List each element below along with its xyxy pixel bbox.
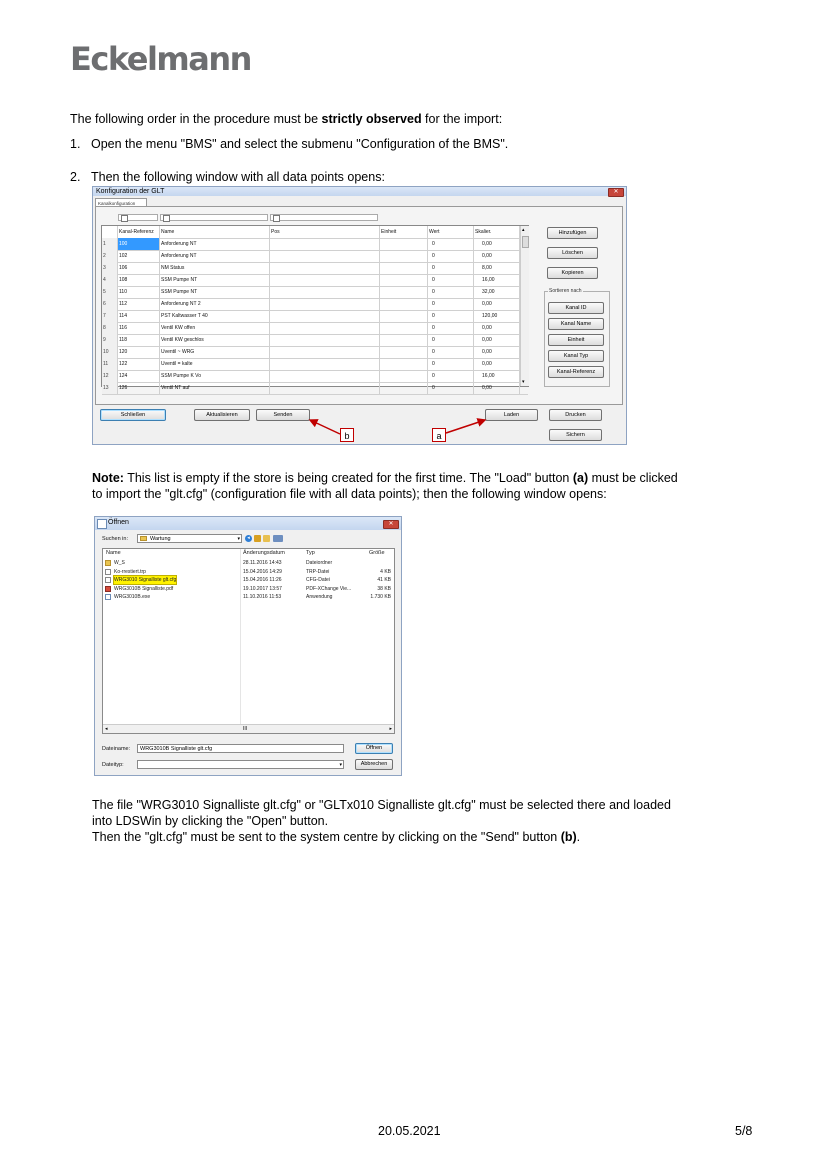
save-button[interactable]: Sichern xyxy=(549,429,602,441)
col-header-pos[interactable]: Pos xyxy=(270,226,380,238)
table-cell[interactable]: 0 xyxy=(428,286,474,298)
table-cell[interactable]: 122 xyxy=(118,358,160,370)
table-cell[interactable]: 0 xyxy=(428,310,474,322)
new-folder-icon[interactable] xyxy=(263,535,270,542)
sort-channel-type-button[interactable]: Kanal Typ xyxy=(548,350,604,362)
close-button[interactable]: Schließen xyxy=(100,409,166,421)
view-menu-icon[interactable] xyxy=(273,535,283,542)
arrow-b xyxy=(310,420,340,434)
open-file-dialog xyxy=(94,516,402,776)
file-type: CFG-Datei xyxy=(306,577,330,583)
folder-icon xyxy=(140,536,147,541)
filename-input[interactable]: WRG3010B Signalliste glt.cfg xyxy=(137,744,344,753)
table-cell[interactable]: 108 xyxy=(118,274,160,286)
step-1: 1. Open the menu "BMS" and select the submenu "Configuration of the BMS". xyxy=(70,137,509,151)
table-cell[interactable]: PST Kaltwasser T 40 xyxy=(160,310,270,322)
table-cell[interactable]: 120,00 xyxy=(474,310,520,322)
sort-channel-ref-button[interactable]: Kanal-Referenz xyxy=(548,366,604,378)
table-cell[interactable]: 0,00 xyxy=(474,358,520,370)
table-cell[interactable]: 9 xyxy=(102,334,118,346)
send-button[interactable]: Senden xyxy=(256,409,310,421)
file-size: 1.730 KB xyxy=(370,594,391,600)
file-size: 4 KB xyxy=(380,568,391,575)
callout-a: a xyxy=(432,428,446,442)
footer-date: 20.05.2021 xyxy=(378,1124,441,1138)
table-cell[interactable]: 8 xyxy=(102,322,118,334)
sort-channel-name-button[interactable]: Kanal Name xyxy=(548,318,604,330)
scrollbar-grip[interactable]: III xyxy=(243,726,248,732)
tab-channel-config[interactable]: Kanalkonfiguration xyxy=(95,198,147,207)
table-cell[interactable]: 0 xyxy=(428,238,474,250)
table-cell[interactable]: 0,00 xyxy=(474,322,520,334)
page-number: 5/8 xyxy=(735,1124,753,1138)
scroll-left-icon[interactable]: ◂ xyxy=(105,726,108,732)
table-cell[interactable]: SSM Pumpe NT xyxy=(160,286,270,298)
arrow-a xyxy=(446,420,485,433)
table-cell[interactable]: 0 xyxy=(428,334,474,346)
table-cell[interactable]: 102 xyxy=(118,250,160,262)
col-header-name[interactable]: Name xyxy=(160,226,270,238)
file-row[interactable] xyxy=(103,568,394,576)
table-cell[interactable]: 8,00 xyxy=(474,262,520,274)
chevron-down-icon: ▾ xyxy=(237,536,240,542)
table-cell[interactable]: 5 xyxy=(102,286,118,298)
table-cell[interactable]: 2 xyxy=(102,250,118,262)
table-cell[interactable]: SSM Pumpe NT xyxy=(160,274,270,286)
look-in-select[interactable]: Wartung ▾ xyxy=(137,534,242,543)
table-cell[interactable]: 100 xyxy=(118,238,160,250)
scroll-right-icon[interactable]: ▸ xyxy=(389,726,392,732)
up-folder-icon[interactable] xyxy=(254,535,261,542)
close-icon[interactable]: ✕ xyxy=(383,520,399,529)
table-cell[interactable]: 11 xyxy=(102,358,118,370)
back-icon[interactable]: ◂ xyxy=(245,535,252,542)
file-type: Anwendung xyxy=(306,594,333,600)
file-date: 15.04.2016 11:26 xyxy=(243,577,282,583)
filename-label: Dateiname: xyxy=(102,746,131,752)
table-cell[interactable]: 4 xyxy=(102,274,118,286)
table-cell[interactable]: Ventil KW offen xyxy=(160,322,270,334)
file-row[interactable] xyxy=(103,585,394,593)
table-cell[interactable]: 0,00 xyxy=(474,334,520,346)
file-size: 41 KB xyxy=(377,577,391,583)
table-cell[interactable]: 118 xyxy=(118,334,160,346)
file-name: W_S xyxy=(114,560,125,566)
table-cell[interactable]: Ventil KW geschlos xyxy=(160,334,270,346)
folder-icon xyxy=(105,560,111,566)
table-cell[interactable]: 1 xyxy=(102,238,118,250)
col-header-unit[interactable]: Einheit xyxy=(380,226,428,238)
table-cell[interactable]: 0 xyxy=(428,250,474,262)
table-cell[interactable]: 124 xyxy=(118,370,160,382)
table-cell[interactable]: 13 xyxy=(102,382,118,394)
open-dialog-titlebar xyxy=(95,517,401,530)
table-cell[interactable]: 0,00 xyxy=(474,250,520,262)
sort-unit-button[interactable]: Einheit xyxy=(548,334,604,346)
table-cell[interactable]: 0,00 xyxy=(474,382,520,394)
pdf-icon xyxy=(105,586,111,592)
file-name: Ko-rrestiert.trp xyxy=(114,568,146,575)
table-cell[interactable]: Anforderung NT 2 xyxy=(160,298,270,310)
table-cell[interactable]: 126 xyxy=(118,382,160,394)
table-cell[interactable]: 16,00 xyxy=(474,274,520,286)
table-cell[interactable]: Uventil ~ WRG xyxy=(160,346,270,358)
filetype-select[interactable] xyxy=(137,760,344,769)
file-date: 28.11.2016 14:43 xyxy=(243,560,282,566)
file-name: WRG3010 Signalliste glt.cfg xyxy=(114,577,177,583)
file-type: PDF-XChange Vie... xyxy=(306,585,352,592)
table-cell[interactable]: 112 xyxy=(118,298,160,310)
table-cell[interactable]: 0,00 xyxy=(474,346,520,358)
col-header-ref[interactable]: Kanal-Referenz xyxy=(118,226,160,238)
outro-paragraph: The file "WRG3010 Signalliste glt.cfg" or "GLTx010 Signalliste glt.cfg" must be selected there and loaded into LDSWin by clicking the "Open" button. Then the "glt.cfg" must be sent to the system centre by clicking on the "Send" button (b). xyxy=(92,798,671,844)
table-cell[interactable]: SSM Pumpe K Vo xyxy=(160,370,270,382)
intro-paragraph: The following order in the procedure must be strictly observed for the import: xyxy=(70,112,503,126)
print-button[interactable]: Drucken xyxy=(549,409,602,421)
table-cell[interactable]: Anforderung NT xyxy=(160,250,270,262)
table-cell[interactable]: 0,00 xyxy=(474,298,520,310)
file-icon xyxy=(105,569,111,575)
file-name: WRG3010B.exe xyxy=(114,594,151,600)
table-cell[interactable]: 0 xyxy=(428,346,474,358)
header-type[interactable]: Typ xyxy=(306,550,315,556)
table-cell[interactable]: 16,00 xyxy=(474,370,520,382)
copy-button[interactable]: Kopieren xyxy=(547,267,598,279)
file-row[interactable] xyxy=(103,593,394,601)
sort-channel-id-button[interactable]: Kanal ID xyxy=(548,302,604,314)
config-file-icon xyxy=(105,577,111,583)
note-paragraph: Note: This list is empty if the store is being created for the first time. The "Load" button (a) must be clicked to import the "glt.cfg" (configuration file with all data points); then the following window opens: xyxy=(92,471,678,501)
table-cell[interactable]: 0 xyxy=(428,298,474,310)
table-cell[interactable]: 0 xyxy=(428,262,474,274)
file-name: WRG3010B Signalliste.pdf xyxy=(114,585,174,592)
table-cell[interactable]: 0 xyxy=(428,382,474,394)
table-cell[interactable]: 3 xyxy=(102,262,118,274)
file-type: Dateiordner xyxy=(306,560,333,566)
file-size: 38 KB xyxy=(377,585,391,592)
filetype-label: Dateityp: xyxy=(102,762,124,768)
table-cell[interactable]: Ventil NT auf xyxy=(160,382,270,394)
table-cell[interactable]: 0,00 xyxy=(474,238,520,250)
header-size[interactable]: Größe xyxy=(369,550,385,556)
col-header-value[interactable]: Wert xyxy=(428,226,474,238)
exe-icon xyxy=(105,594,111,600)
table-cell[interactable]: 106 xyxy=(118,262,160,274)
table-cell[interactable]: NM Status xyxy=(160,262,270,274)
step-2: 2. Then the following window with all data points opens: xyxy=(70,170,385,184)
file-row[interactable] xyxy=(103,559,394,567)
table-cell[interactable]: 10 xyxy=(102,346,118,358)
window-icon xyxy=(97,519,107,529)
brand-logo: Eckelmann xyxy=(70,40,251,78)
bms-window-title: Konfiguration der GLT xyxy=(96,188,165,195)
open-button[interactable]: Öffnen xyxy=(355,743,393,754)
col-header-scale[interactable]: Skalier. xyxy=(474,226,520,238)
table-cell[interactable]: 114 xyxy=(118,310,160,322)
file-date: 19.10.2017 13:57 xyxy=(243,585,282,592)
open-dialog-title: Öffnen xyxy=(108,519,129,526)
callout-b: b xyxy=(340,428,354,442)
file-type: TRP-Datei xyxy=(306,568,330,575)
refresh-button[interactable]: Aktualisieren xyxy=(194,409,250,421)
table-cell[interactable]: 110 xyxy=(118,286,160,298)
table-cell[interactable]: Uventil = kalte xyxy=(160,358,270,370)
table-cell[interactable]: 6 xyxy=(102,298,118,310)
sort-group-label: Sortieren nach xyxy=(549,288,582,294)
table-cell[interactable]: 0 xyxy=(428,274,474,286)
table-cell[interactable]: 7 xyxy=(102,310,118,322)
scroll-up-icon[interactable]: ▴ xyxy=(522,227,525,233)
table-cell[interactable]: 116 xyxy=(118,322,160,334)
table-cell[interactable]: 0 xyxy=(428,322,474,334)
header-name[interactable]: Name xyxy=(106,550,121,556)
table-cell[interactable]: 0 xyxy=(428,370,474,382)
table-cell[interactable]: Anforderung NT xyxy=(160,238,270,250)
header-date[interactable]: Änderungsdatum xyxy=(243,550,285,556)
file-date: 11.10.2016 11:53 xyxy=(243,594,282,600)
horizontal-scrollbar[interactable] xyxy=(103,724,394,733)
table-cell[interactable]: 32,00 xyxy=(474,286,520,298)
file-date: 15.04.2016 14:29 xyxy=(243,568,282,575)
chevron-down-icon: ▾ xyxy=(339,762,342,768)
close-icon[interactable]: ✕ xyxy=(608,188,624,197)
delete-button[interactable]: Löschen xyxy=(547,247,598,259)
load-button[interactable]: Laden xyxy=(485,409,538,421)
table-cell[interactable]: 0 xyxy=(428,358,474,370)
table-cell[interactable]: 12 xyxy=(102,370,118,382)
add-button[interactable]: Hinzufügen xyxy=(547,227,598,239)
file-row[interactable] xyxy=(103,576,394,584)
scroll-down-icon[interactable]: ▾ xyxy=(522,379,525,385)
file-list[interactable] xyxy=(102,548,395,734)
table-cell[interactable]: 120 xyxy=(118,346,160,358)
look-in-label: Suchen in: xyxy=(102,536,128,542)
cancel-button[interactable]: Abbrechen xyxy=(355,759,393,770)
